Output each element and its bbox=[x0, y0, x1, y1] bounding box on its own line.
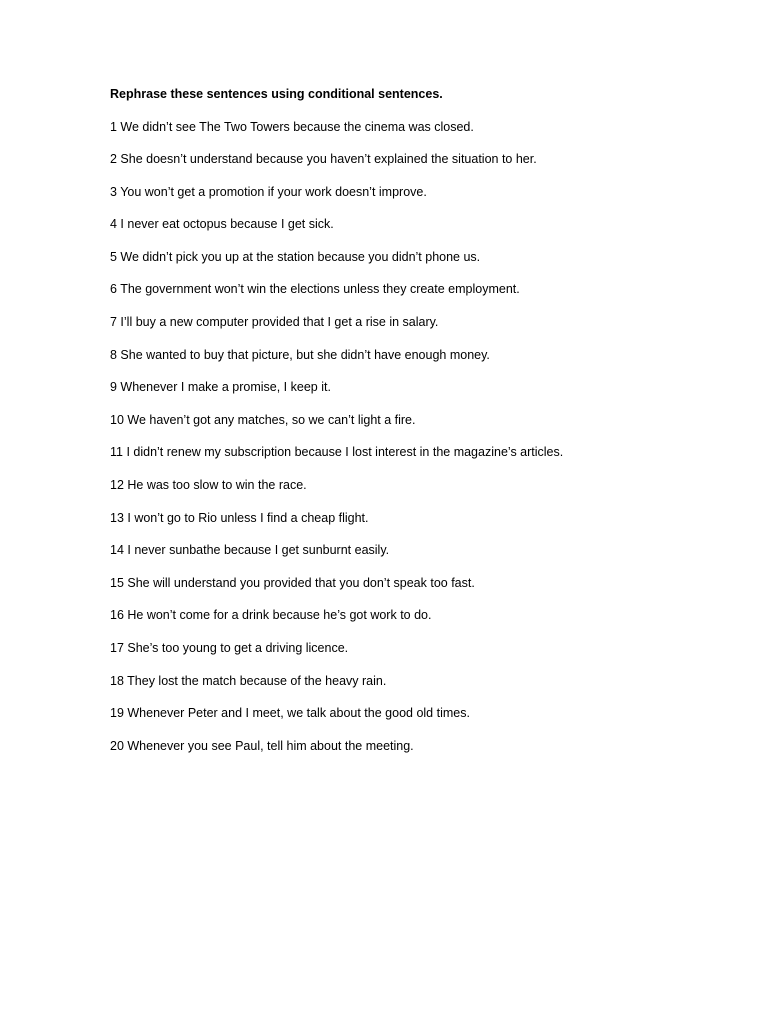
sentence-item: 4 I never eat octopus because I get sick. bbox=[110, 217, 334, 232]
sentence-item: 8 She wanted to buy that picture, but she didn’t have enough money. bbox=[110, 347, 490, 362]
sentence-item: 1 We didn’t see The Two Towers because the cinema was closed. bbox=[110, 119, 474, 134]
sentence-item: 10 We haven’t got any matches, so we can’t light a fire. bbox=[110, 412, 416, 427]
sentence-item: 17 She’s too young to get a driving licence. bbox=[110, 641, 349, 655]
sentence-item: 7 I’ll buy a new computer provided that I get a rise in salary. bbox=[110, 315, 439, 330]
sentence-item: 19 Whenever Peter and I meet, we talk about the good old times. bbox=[110, 706, 470, 721]
sentence-item: 9 Whenever I make a promise, I keep it. bbox=[110, 380, 331, 395]
sentence-item: 5 We didn’t pick you up at the station because you didn’t phone us. bbox=[110, 249, 481, 264]
sentence-item: 3 You won’t get a promotion if your work doesn’t improve. bbox=[110, 184, 427, 199]
sentence-item: 12 He was too slow to win the race. bbox=[110, 478, 307, 493]
sentence-item: 11 I didn’t renew my subscription because I lost interest in the magazine’s articles. bbox=[110, 445, 564, 460]
sentence-item: 14 I never sunbathe because I get sunburnt easily. bbox=[110, 543, 390, 558]
sentence-item: 13 I won’t go to Rio unless I find a cheap flight. bbox=[110, 510, 369, 525]
sentence-item: 15 She will understand you provided that you don’t speak too fast. bbox=[110, 575, 475, 590]
sentence-item: 2 She doesn’t understand because you haven’t explained the situation to her. bbox=[110, 152, 537, 167]
sentence-list bbox=[110, 119, 730, 755]
sentence-item: 16 He won’t come for a drink because he’s got work to do. bbox=[110, 608, 432, 623]
sentence-item: 6 The government won’t win the elections unless they create employment. bbox=[110, 282, 520, 297]
document-body bbox=[110, 86, 730, 770]
sentence-item: 20 Whenever you see Paul, tell him about the meeting. bbox=[110, 738, 414, 753]
sentence-item: 18 They lost the match because of the heavy rain. bbox=[110, 673, 387, 688]
exercise-heading: Rephrase these sentences using conditional sentences. bbox=[110, 87, 443, 101]
